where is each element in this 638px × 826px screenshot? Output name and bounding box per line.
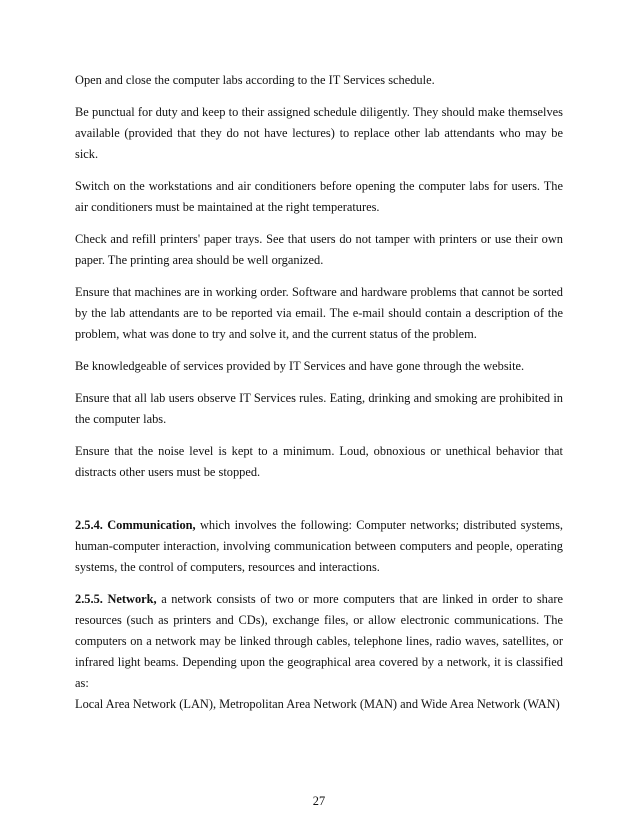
duty-paragraph-3: Switch on the workstations and air conditioners before opening the computer labs for users. The air conditioners must be maintained at the right temperatures. — [75, 179, 563, 214]
network-text: a network consists of two or more computers that are linked in order to share resources (such as printers and CDs), exchange files, or allow electronic communications. The computers on a network may be linked through cables, telephone lines, radio waves, satellites, or infrared light beams. Depending upon the geographical area covered by a network, it is classified as: — [75, 592, 563, 690]
duty-paragraph-1: Open and close the computer labs according to the IT Services schedule. — [75, 73, 435, 87]
page-body — [75, 70, 563, 715]
page-number: 27 — [312, 794, 326, 808]
duty-paragraph-4: Check and refill printers' paper trays. See that users do not tamper with printers or use their own paper. The printing area should be well organized. — [75, 232, 563, 267]
communication-heading: 2.5.4. Communication, — [75, 518, 196, 532]
duty-paragraph-8: Ensure that the noise level is kept to a minimum. Loud, obnoxious or unethical behavior that distracts other users must be stopped. — [75, 444, 563, 479]
network-types-line: Local Area Network (LAN), Metropolitan Area Network (MAN) and Wide Area Network (WAN) — [75, 697, 560, 711]
communication-section — [75, 515, 563, 578]
duty-paragraph-7: Ensure that all lab users observe IT Services rules. Eating, drinking and smoking are prohibited in the computer labs. — [75, 391, 563, 426]
duty-paragraph-2: Be punctual for duty and keep to their assigned schedule diligently. They should make themselves available (provided that they do not have lectures) to replace other lab attendants who may be sick. — [75, 105, 563, 161]
duty-paragraph-6: Be knowledgeable of services provided by IT Services and have gone through the website. — [75, 359, 525, 373]
network-heading: 2.5.5. Network, — [75, 592, 157, 606]
communication-text: which involves the following: Computer networks; distributed systems, human-computer interaction, involving communication between computers and people, operating systems, the control of computers, resources and interactions. — [75, 518, 563, 574]
duty-paragraph-5: Ensure that machines are in working order. Software and hardware problems that cannot be sorted by the lab attendants are to be reported via email. The e-mail should contain a description of the problem, what was done to try and solve it, and the current status of the problem. — [75, 285, 563, 341]
network-section — [75, 589, 563, 694]
